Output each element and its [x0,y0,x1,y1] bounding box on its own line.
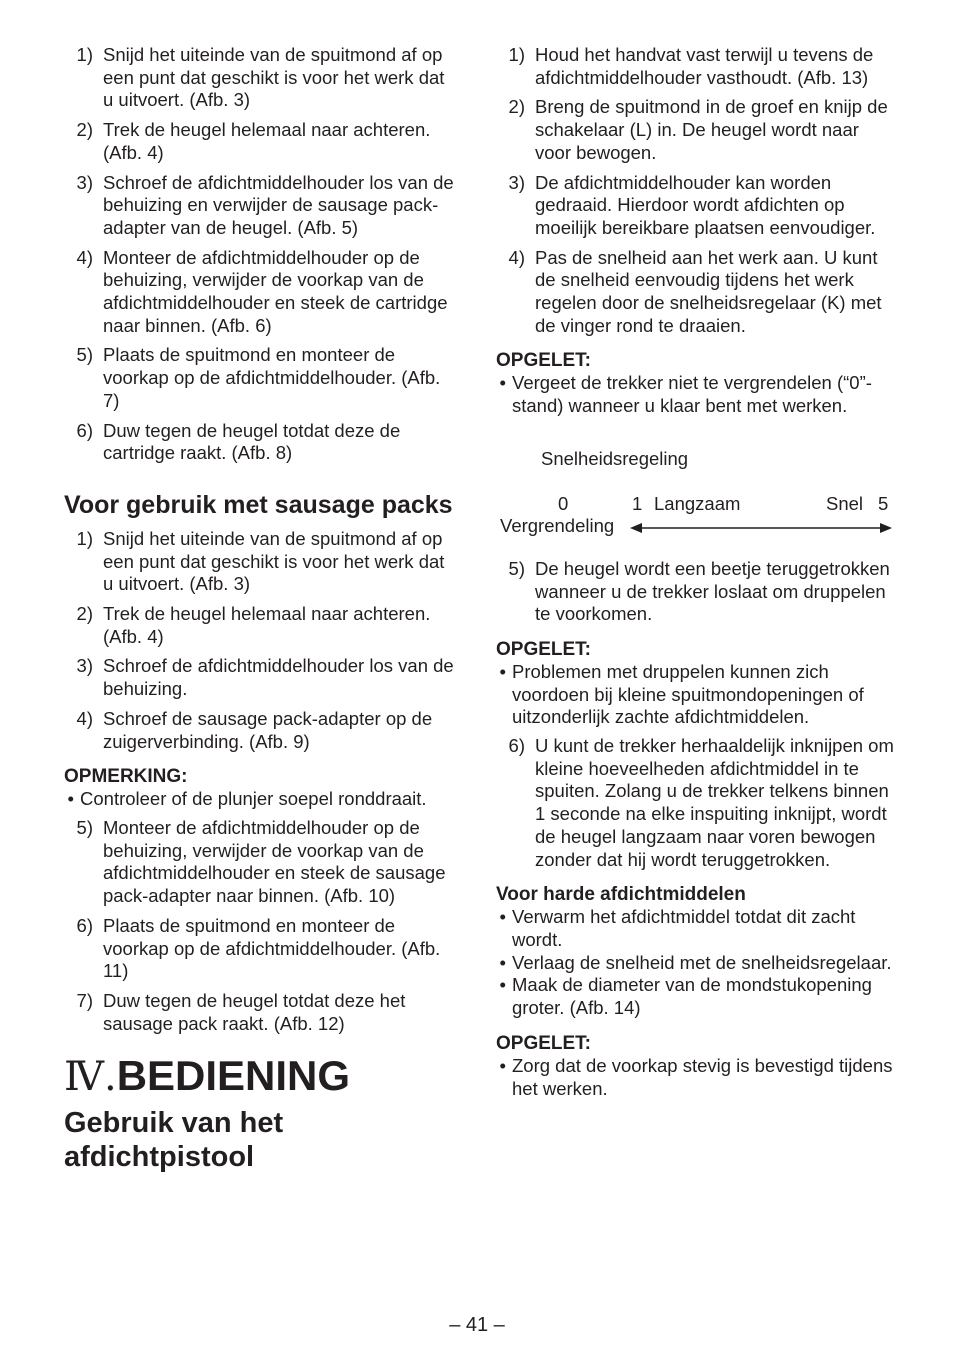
speed-lock-label: Vergrendeling [500,514,615,536]
left-column [64,44,459,1174]
heading-sausage-packs: Voor gebruik met sausage packs [64,490,453,519]
speed-one-label: 1 [632,492,643,514]
speed-title: Snelheidsregeling [541,447,689,469]
list-item: 1) Snijd het uiteinde van de spuitmond af op een punt dat geschikt is voor het werk dat u uitvoert. (Afb. 3) [76,44,445,111]
list-item: 6) Plaats de spuitmond en monteer de voorkap op de afdichtmiddelhouder. (Afb. 11) [76,914,441,982]
bullet-dot: • [499,372,506,394]
step-list-sausage [64,528,459,753]
note-bullet: • Controleer of de plunjer soepel ronddraait. [64,788,459,811]
speed-diagram [496,418,896,558]
list-item: 2) Trek de heugel helemaal naar achteren. (Afb. 4) [76,119,431,163]
list-item: 1) Snijd het uiteinde van de spuitmond af op een punt dat geschikt is voor het werk dat u uitvoert. (Afb. 3) [76,527,445,595]
caution-label: OPGELET: [496,350,592,372]
list-item: 4) Monteer de afdichtmiddelhouder op de behuizing, verwijder de voorkap van de afdichtmiddelhouder en steek de cartridge naar binnen. (Afb. 6) [76,246,448,336]
bullet-dot: • [499,974,506,996]
list-item: 3) Schroef de afdichtmiddelhouder los van de behuizing en verwijder de sausage pack-adapter van de heugel. (Afb. 5) [76,171,454,238]
bullet-dot: • [499,1054,506,1076]
list-item: 2) Breng de spuitmond in de groef en knijp de schakelaar (L) in. De heugel wordt naar voor bewogen. [508,96,888,163]
step-list-operation [496,44,896,337]
speed-range-arrow [630,520,892,536]
caution-label: OPGELET: [496,1032,592,1054]
list-item: 5) Plaats de spuitmond en monteer de voorkap op de afdichtmiddelhouder. (Afb. 7) [76,344,441,411]
list-item: 1) Houd het handvat vast terwijl u tevens de afdichtmiddelhouder vasthoudt. (Afb. 13) [508,44,874,88]
list-item: 3) Schroef de afdichtmiddelhouder los van de behuizing. [76,655,454,700]
bullet-dot: • [67,788,74,810]
caution-bullet: • Problemen met druppelen kunnen zich voordoen bij kleine spuitmondopeningen of uitzonderlijk zachte afdichtmiddelen. [496,661,896,729]
list-item: 4) Schroef de sausage pack-adapter op de zuigerverbinding. (Afb. 9) [76,707,433,752]
list-item: 6) U kunt de trekker herhaaldelijk inknijpen om kleine hoeveelheden afdichtmiddel in te spuiten. Zolang u de trekker telkens binnen 1 seconde na elke inspuiting inknijpt, wordt de heugel langzaam naar voren bewogen zonder dat hij wordt teruggetrokken. [508,735,894,870]
bullet-dot: • [499,951,506,973]
list-item: 5) De heugel wordt een beetje teruggetrokken wanneer u de trekker loslaat om druppelen te voorkomen. [508,557,890,625]
step-list-operation-2 [496,558,896,626]
step-list-sausage-continued [64,817,459,1035]
hard-sealant-bullet: • Verlaag de snelheid met de snelheidsregelaar. [496,952,896,975]
caution-bullet: • Vergeet de trekker niet te vergrendelen (“0”-stand) wanneer u klaar bent met werken. [496,372,896,417]
caution-label: OPGELET: [496,638,592,660]
list-item: 7) Duw tegen de heugel totdat deze het sausage pack raakt. (Afb. 12) [76,989,406,1034]
bullet-dot: • [499,660,506,682]
chapter-title: Ⅳ.BEDIENING [64,1052,351,1101]
list-item: 5) Monteer de afdichtmiddelhouder op de behuizing, verwijder de voorkap van de afdichtmiddelhouder en steek de sausage pack-adapter naar binnen. (Afb. 10) [76,816,446,907]
note-label: OPMERKING: [64,766,188,788]
speed-five-label: 5 [878,492,889,514]
bullet-dot: • [499,906,506,928]
hard-sealant-bullet: • Verwarm het afdichtmiddel totdat dit zacht wordt. [496,906,896,951]
list-item: 2) Trek de heugel helemaal naar achteren. (Afb. 4) [76,603,431,647]
speed-zero-label: 0 [558,492,569,514]
list-item: 3) De afdichtmiddelhouder kan worden gedraaid. Hierdoor wordt afdichten op moeilijk bereikbare plaatsen eenvoudiger. [508,171,876,238]
page-number: – 41 – [449,1314,505,1336]
hard-sealant-heading: Voor harde afdichtmiddelen [496,884,746,906]
list-item: 4) Pas de snelheid aan het werk aan. U kunt de snelheid eenvoudig tijdens het werk regelen door de snelheidsregelaar (K) met de vinger rond te draaien. [508,246,882,336]
hard-sealant-bullet: • Maak de diameter van de mondstukopening groter. (Afb. 14) [496,974,896,1019]
step-list-cartridge [64,44,459,465]
right-column [496,44,896,1100]
speed-fast-label: Snel [826,492,864,514]
step-list-operation-3 [496,735,896,871]
list-item: 6) Duw tegen de heugel totdat deze de cartridge raakt. (Afb. 8) [76,419,401,464]
speed-slow-label: Langzaam [654,492,741,514]
caution-bullet: • Zorg dat de voorkap stevig is bevestigd tijdens het werken. [496,1055,896,1100]
section-title: Gebruik van het afdichtpistool [64,1107,284,1174]
